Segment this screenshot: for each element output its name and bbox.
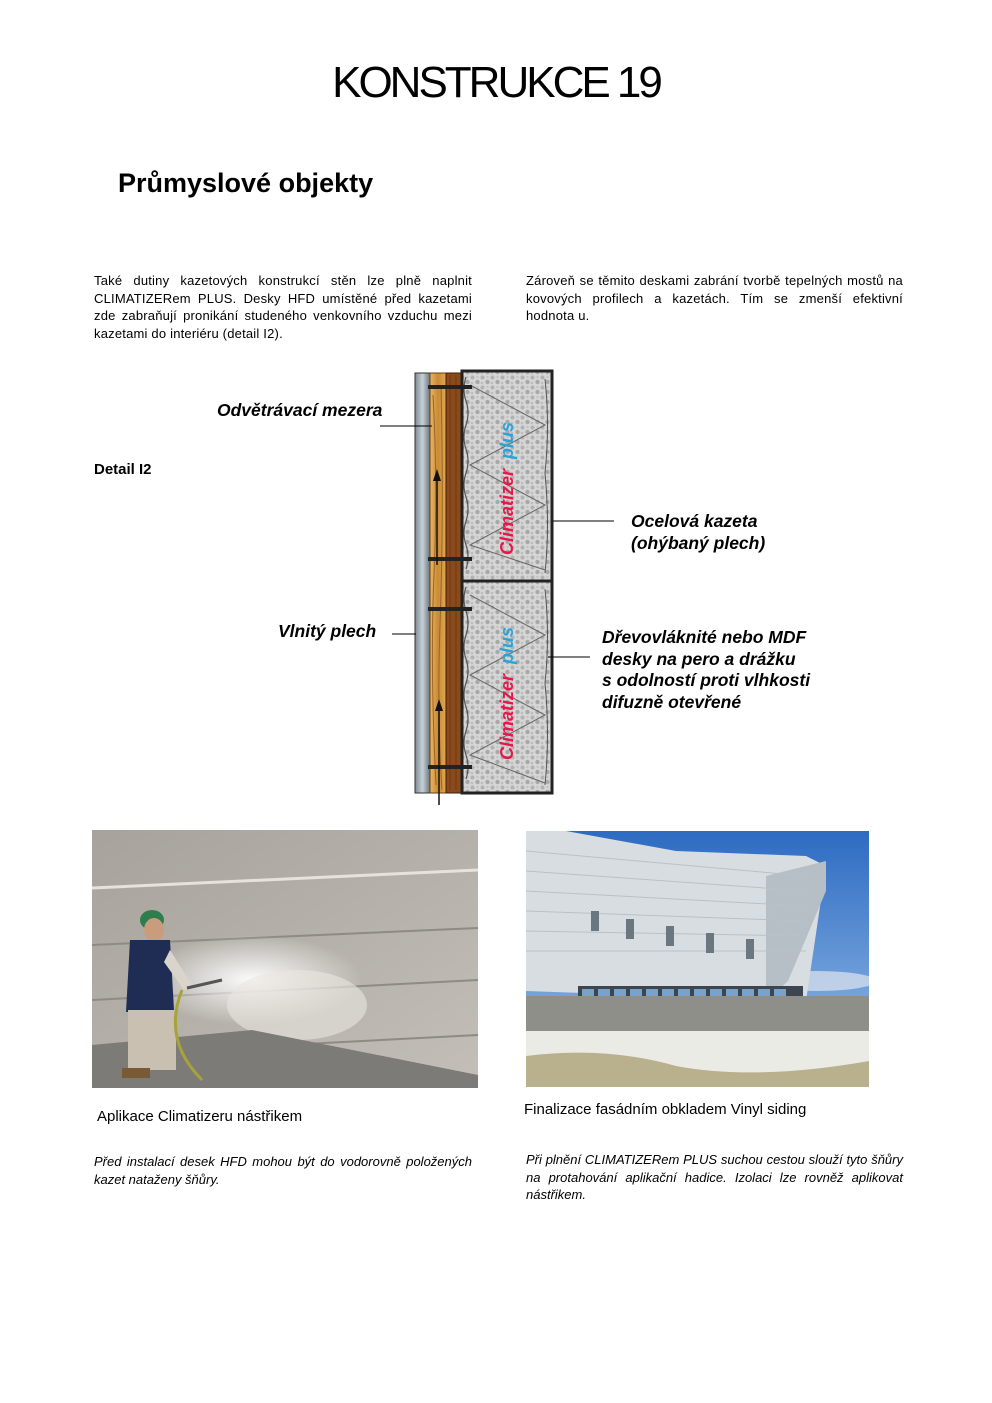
caption-right: Finalizace fasádním obkladem Vinyl siding [524,1101,807,1118]
callout-line: Ocelová kazeta [631,511,758,531]
brand-word-lower: Climatizer [497,673,517,760]
note-right: Při plnění CLIMATIZERem PLUS suchou cestou slouží tyto šňůry na protahování aplikační hadice. Izolaci lze rovněž aplikovat nástřikem. [526,1152,903,1202]
intro-paragraph-left: Také dutiny kazetových konstrukcí stěn lze plně naplnit CLIMATIZERem PLUS. Desky HFD umístěné před kazetami zde zabraňují pronikání studeného venkovního vzduchu mezi kazetami do interiéru (detail I2). [94,273,472,341]
photo-spray-application [92,830,478,1088]
photo-finished-facade [526,831,869,1087]
callout-corrugated-sheet: Vlnitý plech [278,621,377,641]
callout-line: s odolností proti vlhkosti [602,670,811,690]
brand-plus-lower: plus [497,626,517,664]
callout-steel-cassette [631,511,765,554]
note-left: Před instalací desek HFD mohou být do vodorovně položených kazet nataženy šňůry. [94,1154,472,1187]
caption-left: Aplikace Climatizeru nástřikem [97,1108,303,1125]
detail-label: Detail I2 [94,461,152,478]
brand-plus-upper: plus [497,421,517,459]
callout-line: desky na pero a drážku [602,648,796,669]
callout-fibre-board [602,627,810,713]
callout-air-gap: Odvětrávací mezera [217,400,383,420]
callout-line: (ohýbaný plech) [631,532,766,553]
brand-word-upper: Climatizer [497,468,517,555]
section-heading: Průmyslové objekty [118,168,374,198]
callout-line: Dřevovláknité nebo MDF [602,627,807,647]
intro-paragraph-right: Zároveň se těmito deskami zabrání tvorbě tepelných mostů na kovových profilech a kazetách. Tím se zmenší efektivní hodnota u. [526,273,903,323]
page-title: KONSTRUKCE 19 [332,58,660,107]
callout-line: difuzně otevřené [602,691,742,712]
